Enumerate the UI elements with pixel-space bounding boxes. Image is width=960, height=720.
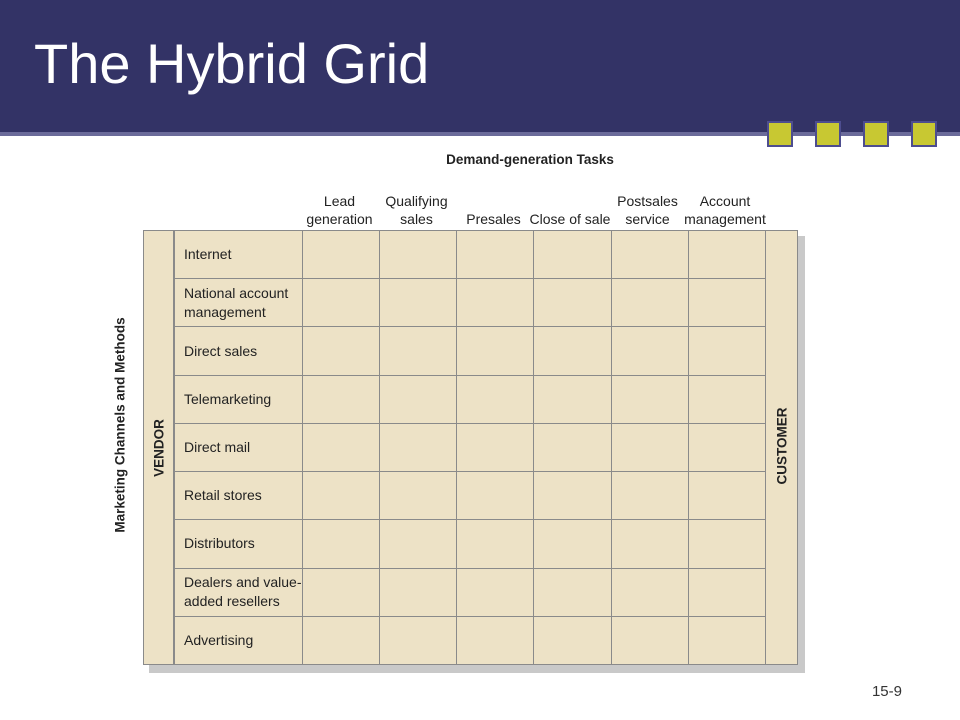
grid-cell bbox=[534, 569, 611, 617]
grid-cell bbox=[689, 231, 766, 279]
grid-cell bbox=[612, 231, 689, 279]
grid-cell bbox=[303, 472, 380, 520]
grid-cell bbox=[612, 472, 689, 520]
vendor-label: VENDOR bbox=[151, 419, 167, 477]
grid-cell bbox=[534, 279, 611, 327]
grid-cell bbox=[612, 569, 689, 617]
grid-cell bbox=[380, 424, 457, 472]
grid-cell bbox=[534, 472, 611, 520]
grid-cell bbox=[380, 569, 457, 617]
grid-cell bbox=[689, 520, 766, 568]
grid-cell bbox=[457, 279, 534, 327]
column-header-lead-generation: Lead generation bbox=[306, 193, 373, 227]
grid-cell bbox=[612, 617, 689, 665]
row-label: Advertising bbox=[175, 617, 303, 665]
grid-cell bbox=[689, 376, 766, 424]
grid-cell bbox=[612, 424, 689, 472]
slide-title: The Hybrid Grid bbox=[34, 32, 430, 95]
customer-label: CUSTOMER bbox=[774, 407, 790, 485]
column-header-close-of-sale: Close of sale bbox=[529, 211, 611, 227]
grid-cell bbox=[457, 424, 534, 472]
column-header-postsales-service: Postsales service bbox=[617, 193, 678, 227]
row-label: Internet bbox=[175, 231, 303, 279]
grid-cell bbox=[303, 520, 380, 568]
grid-cell bbox=[457, 472, 534, 520]
grid-cell bbox=[457, 327, 534, 375]
grid-cell bbox=[380, 231, 457, 279]
grid-cell bbox=[303, 279, 380, 327]
grid-cell bbox=[380, 617, 457, 665]
row-label: Retail stores bbox=[175, 472, 303, 520]
grid-cell bbox=[534, 520, 611, 568]
row-label: National account management bbox=[175, 279, 303, 327]
grid-cell bbox=[534, 231, 611, 279]
grid-cell bbox=[612, 376, 689, 424]
page-number: 15-9 bbox=[871, 683, 902, 700]
grid-cell bbox=[534, 424, 611, 472]
row-label: Dealers and value-added resellers bbox=[175, 569, 303, 617]
grid-cell bbox=[303, 327, 380, 375]
grid-cell bbox=[457, 520, 534, 568]
grid-cell bbox=[303, 617, 380, 665]
grid-cell bbox=[534, 376, 611, 424]
column-header-presales: Presales bbox=[466, 211, 521, 227]
grid-cell bbox=[380, 279, 457, 327]
grid-cell bbox=[689, 279, 766, 327]
grid-cell bbox=[534, 327, 611, 375]
grid-cell bbox=[303, 231, 380, 279]
columns-title: Demand-generation Tasks bbox=[446, 152, 614, 167]
column-header-qualifying-sales: Qualifying sales bbox=[385, 193, 448, 227]
grid-cell bbox=[380, 472, 457, 520]
grid-cell bbox=[303, 569, 380, 617]
grid-cell bbox=[303, 424, 380, 472]
task-channel-grid bbox=[174, 230, 766, 665]
row-label: Distributors bbox=[175, 520, 303, 568]
grid-cell bbox=[689, 569, 766, 617]
grid-cell bbox=[380, 327, 457, 375]
column-header-account-management: Account management bbox=[684, 193, 766, 227]
grid-cell bbox=[689, 617, 766, 665]
grid-cell bbox=[380, 376, 457, 424]
grid-cell bbox=[457, 376, 534, 424]
rows-title: Marketing Channels and Methods bbox=[112, 317, 128, 533]
grid-cell bbox=[689, 424, 766, 472]
grid-cell bbox=[303, 376, 380, 424]
grid-cell bbox=[457, 569, 534, 617]
row-label: Telemarketing bbox=[175, 376, 303, 424]
grid-cell bbox=[534, 617, 611, 665]
row-label: Direct sales bbox=[175, 327, 303, 375]
grid-cell bbox=[689, 327, 766, 375]
grid-cell bbox=[380, 520, 457, 568]
grid-cell bbox=[457, 231, 534, 279]
grid-cell bbox=[612, 279, 689, 327]
grid-cell bbox=[612, 327, 689, 375]
grid-cell bbox=[612, 520, 689, 568]
grid-cell bbox=[689, 472, 766, 520]
grid-cell bbox=[457, 617, 534, 665]
row-label: Direct mail bbox=[175, 424, 303, 472]
